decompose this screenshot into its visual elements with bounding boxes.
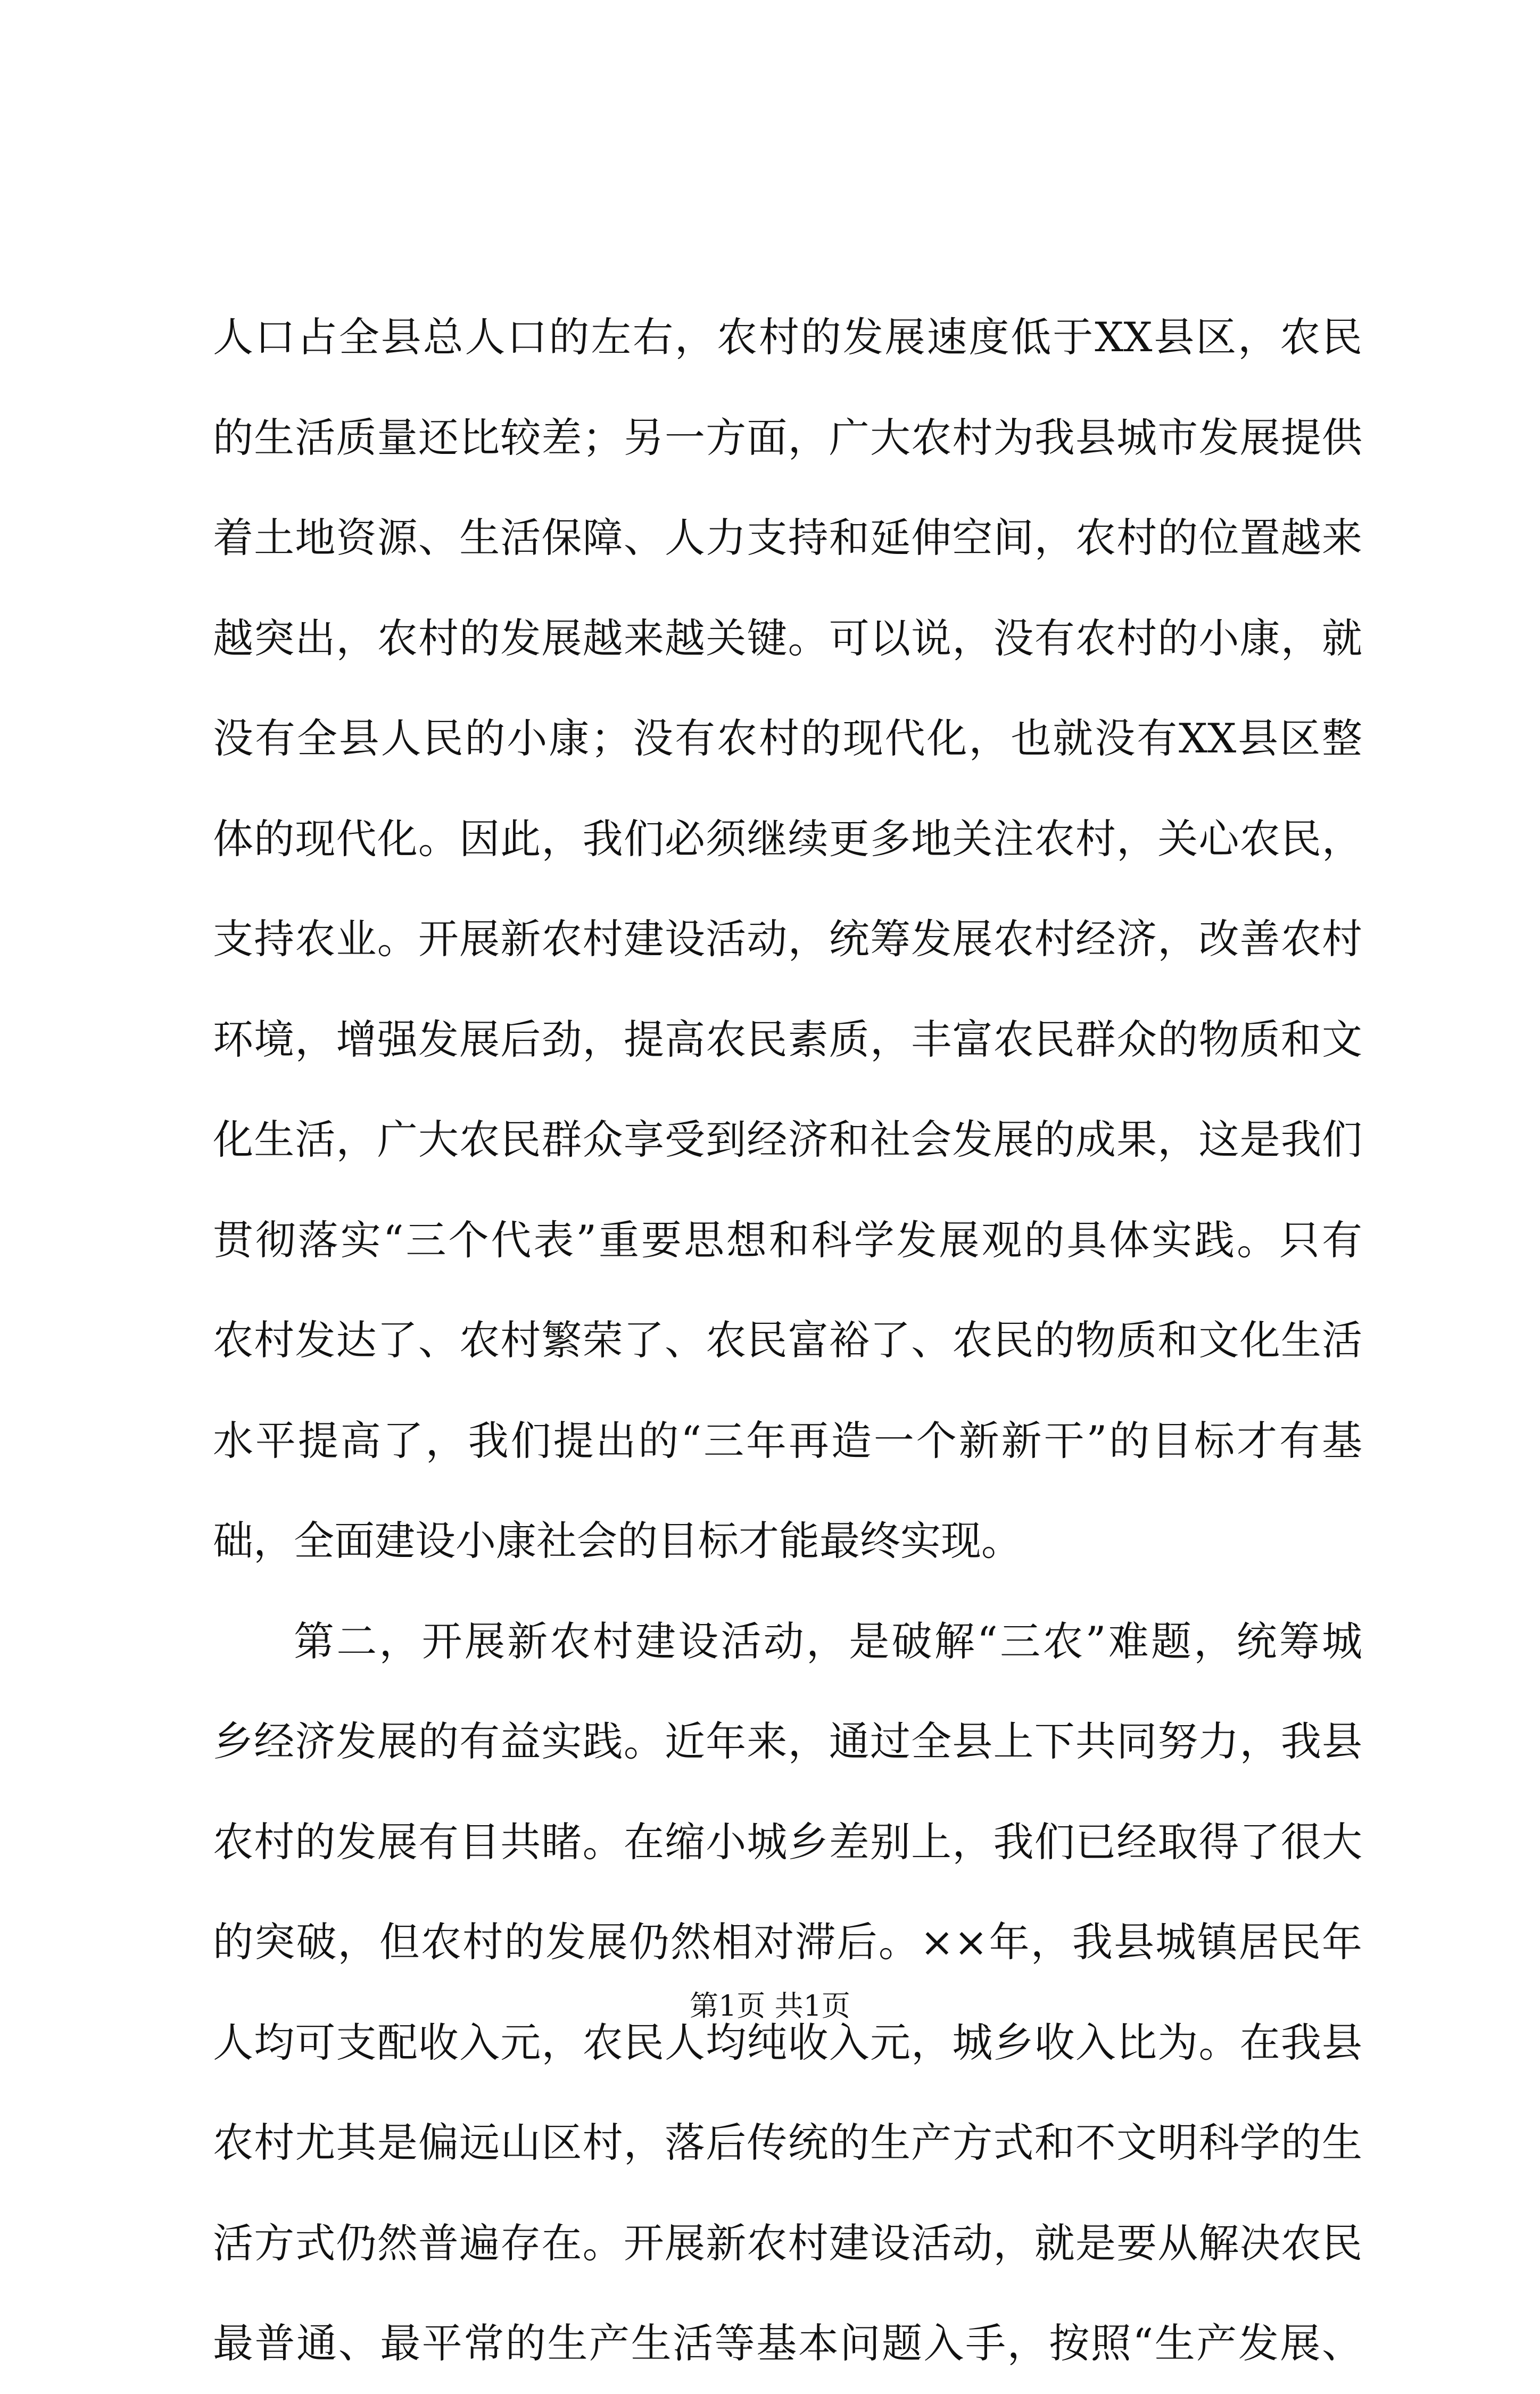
text-line: 环境，增强发展后劲，提高农民素质，丰富农民群众的物质和文 bbox=[213, 1015, 1362, 1063]
text-line: 农村的发展有目共睹。在缩小城乡差别上，我们已经取得了很大 bbox=[213, 1818, 1362, 1866]
body-text bbox=[213, 287, 1362, 2394]
text-line: 越突出，农村的发展越来越关键。可以说，没有农村的小康，就 bbox=[213, 614, 1362, 662]
text-line: 农村发达了、农村繁荣了、农民富裕了、农民的物质和文化生活 bbox=[213, 1316, 1362, 1364]
page-number-footer: 第1页 共1页 bbox=[690, 1989, 850, 2023]
text-line: 支持农业。开展新农村建设活动，统筹发展农村经济，改善农村 bbox=[213, 915, 1362, 963]
text-line: 贯彻落实“三个代表”重要思想和科学发展观的具体实践。只有 bbox=[213, 1216, 1362, 1264]
text-line: 最普通、最平常的生产生活等基本问题入手，按照“生产发展、 bbox=[213, 2320, 1362, 2367]
text-line: 人口占全县总人口的左右，农村的发展速度低于XX县区，农民 bbox=[213, 313, 1362, 361]
text-line: 活方式仍然普遍存在。开展新农村建设活动，就是要从解决农民 bbox=[213, 2219, 1362, 2267]
text-line: 化生活，广大农民群众享受到经济和社会发展的成果，这是我们 bbox=[213, 1116, 1362, 1163]
text-line: 人均可支配收入元，农民人均纯收入元，城乡收入比为。在我县 bbox=[213, 2018, 1362, 2066]
text-line: 的生活质量还比较差；另一方面，广大农村为我县城市发展提供 bbox=[213, 413, 1362, 461]
text-line: 体的现代化。因此，我们必须继续更多地关注农村，关心农民， bbox=[213, 815, 1362, 863]
text-line: 着土地资源、生活保障、人力支持和延伸空间，农村的位置越来 bbox=[213, 514, 1362, 561]
text-line: 没有全县人民的小康；没有农村的现代化，也就没有XX县区整 bbox=[213, 715, 1362, 762]
text-line: 础，全面建设小康社会的目标才能最终实现。 bbox=[213, 1517, 1022, 1564]
text-line: 农村尤其是偏远山区村，落后传统的生产方式和不文明科学的生 bbox=[213, 2119, 1362, 2166]
text-line: 水平提高了，我们提出的“三年再造一个新新干”的目标才有基 bbox=[213, 1416, 1362, 1464]
text-line: 乡经济发展的有益实践。近年来，通过全县上下共同努力，我县 bbox=[213, 1718, 1362, 1765]
text-line: 的突破，但农村的发展仍然相对滞后。××年，我县城镇居民年 bbox=[213, 1918, 1362, 1966]
paragraph-1 bbox=[213, 287, 1362, 1592]
text-line: 第二，开展新农村建设活动，是破解“三农”难题，统筹城 bbox=[294, 1617, 1362, 1665]
